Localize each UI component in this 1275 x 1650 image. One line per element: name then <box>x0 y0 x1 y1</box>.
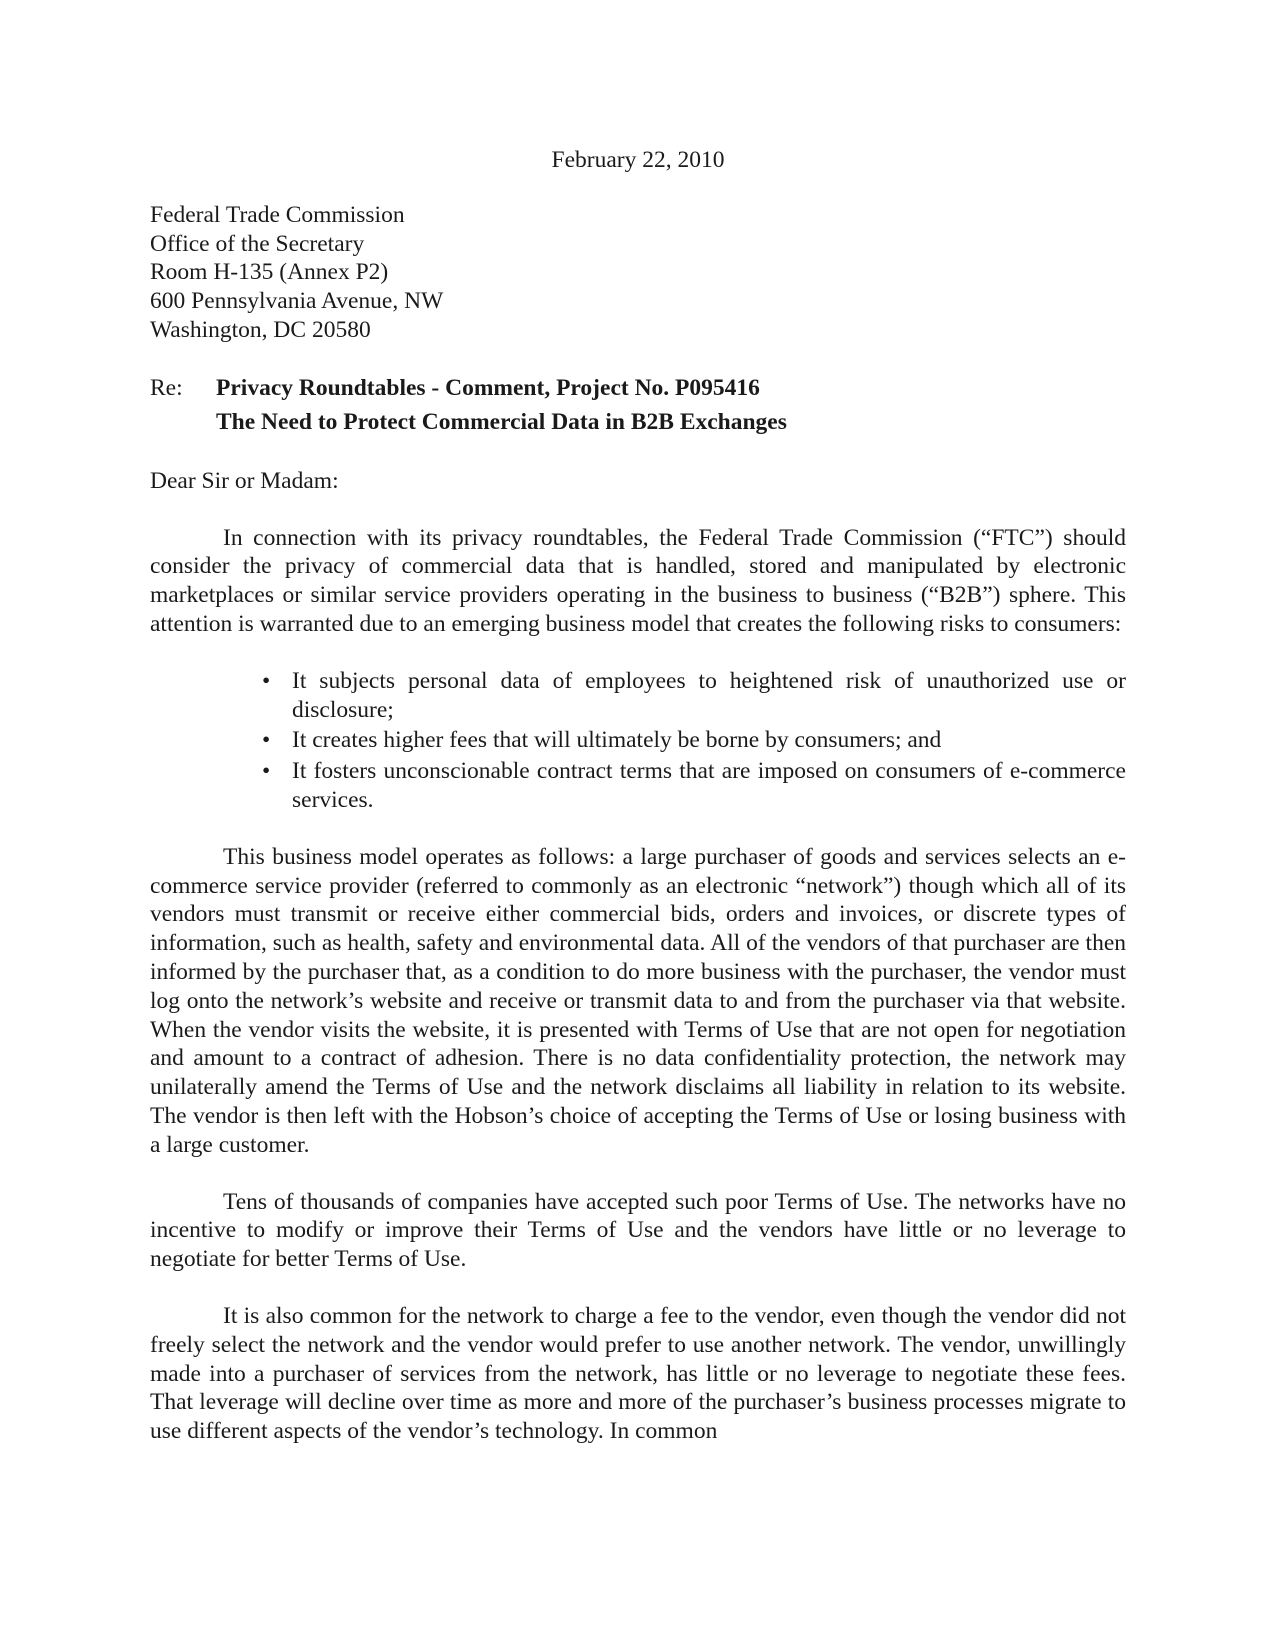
address-line: Office of the Secretary <box>150 230 365 257</box>
body-paragraph: In connection with its privacy roundtables, the Federal Trade Commission (“FTC”) should consider the privacy of commercial data that is handled, stored and manipulated by electronic marketplaces or similar service providers operating in the business to business (“B2B”) sphere. This attention is warranted due to an emerging business model that creates the following risks to consumers: <box>150 524 1126 637</box>
subject-line: Privacy Roundtables - Comment, Project No. P095416 <box>216 374 760 401</box>
list-item <box>262 667 1126 725</box>
letter-page <box>150 146 1126 1474</box>
risk-list <box>150 667 1126 815</box>
subject-line: The Need to Protect Commercial Data in B2B Exchanges <box>216 408 787 435</box>
list-item-text: It subjects personal data of employees to heightened risk of unauthorized use or disclosure; <box>292 667 1126 723</box>
bullet-icon: • <box>262 727 271 754</box>
list-item <box>262 757 1126 815</box>
address-line: Room H-135 (Annex P2) <box>150 259 389 286</box>
address-line: 600 Pennsylvania Avenue, NW <box>150 288 444 315</box>
address-line: Washington, DC 20580 <box>150 316 371 343</box>
list-item <box>262 726 1126 755</box>
salutation: Dear Sir or Madam: <box>150 467 339 494</box>
address-line: Federal Trade Commission <box>150 201 405 228</box>
list-item-text: It creates higher fees that will ultimately be borne by consumers; and <box>292 727 942 754</box>
bullet-icon: • <box>262 667 271 694</box>
recipient-address <box>150 201 1126 345</box>
body-paragraph: This business model operates as follows: a large purchaser of goods and services selects an e-commerce service provider (referred to commonly as an electronic “network”) though which all of its vendors must transmit or receive either commercial bids, orders and invoices, or discrete types of information, such as health, safety and environmental data. All of the vendors of that purchaser are then informed by the purchaser that, as a condition to do more business with the purchaser, the vendor must log onto the network’s website and receive or transmit data to and from the purchaser via that website. When the vendor visits the website, it is presented with Terms of Use that are not open for negotiation and amount to a contract of adhesion. There is no data confidentiality protection, the network may unilaterally amend the Terms of Use and the network disclaims all liability in relation to its website. The vendor is then left with the Hobson’s choice of accepting the Terms of Use or losing business with a large customer. <box>150 843 1126 1158</box>
subject-label: Re: <box>150 374 183 401</box>
bullet-icon: • <box>262 758 271 785</box>
subject-block <box>150 371 1126 439</box>
list-item-text: It fosters unconscionable contract terms that are imposed on consumers of e-commerce services. <box>292 758 1126 813</box>
letter-date: February 22, 2010 <box>551 147 725 173</box>
subject-lines <box>216 371 1126 439</box>
body-paragraph: It is also common for the network to charge a fee to the vendor, even though the vendor did not freely select the network and the vendor would prefer to use another network. The vendor, unwillingly made into a purchaser of services from the network, has little or no leverage to negotiate these fees. That leverage will decline over time as more and more of the purchaser’s business processes migrate to use different aspects of the vendor’s technology. In common <box>150 1302 1126 1445</box>
body-paragraph: Tens of thousands of companies have accepted such poor Terms of Use. The networks have no incentive to modify or improve their Terms of Use and the vendors have little or no leverage to negotiate for better Terms of Use. <box>150 1188 1126 1273</box>
